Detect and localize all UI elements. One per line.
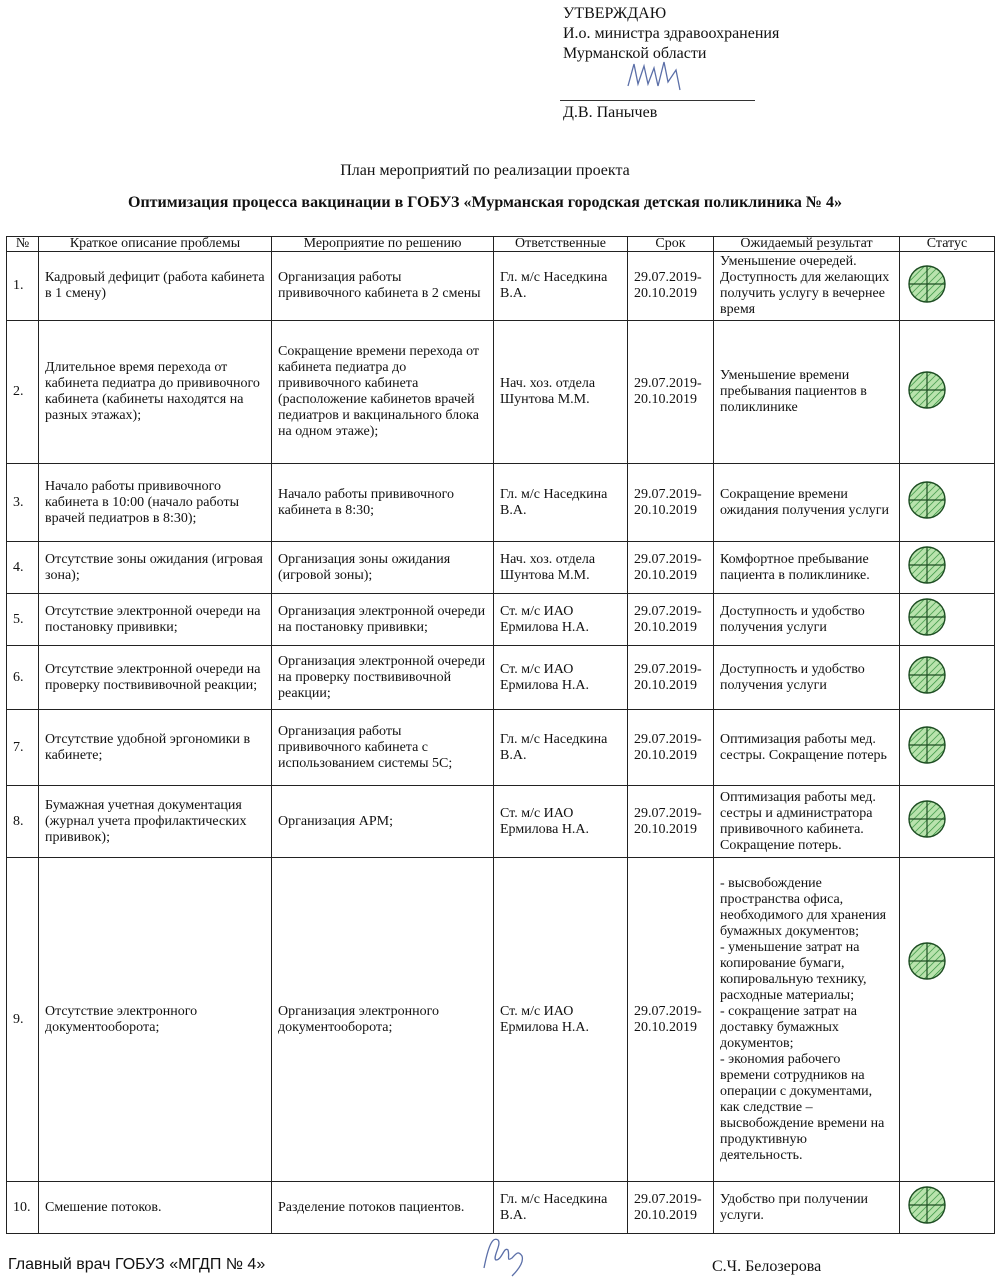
- result-item: - экономия рабочего времени сотрудников на операции с документами, как следствие – высвобождение времени на продуктивную деятельность.: [720, 1051, 885, 1163]
- row-number: 8.: [7, 786, 39, 858]
- row-status: [900, 786, 995, 858]
- status-complete-icon: [906, 479, 948, 526]
- row-measure: Начало работы прививочного кабинета в 8:30;: [272, 464, 494, 542]
- status-complete-icon: [906, 654, 948, 701]
- row-term: 29.07.2019-20.10.2019: [628, 786, 714, 858]
- row-result: Удобство при получении услуги.: [714, 1182, 900, 1234]
- row-responsible: Нач. хоз. отдела Шунтова М.М.: [494, 321, 628, 464]
- row-result: Уменьшение времени пребывания пациентов в поликлинике: [714, 321, 900, 464]
- row-result: Доступность и удобство получения услуги: [714, 594, 900, 646]
- project-title: Оптимизация процесса вакцинации в ГОБУЗ «Мурманская городская детская поликлиника № 4»: [128, 194, 842, 211]
- header-result: Ожидаемый результат: [714, 237, 900, 252]
- signature-line: [560, 100, 755, 101]
- row-measure: Организация электронной очереди на проверку поствививочной реакции;: [272, 646, 494, 710]
- row-measure: Организация электронной очереди на постановку прививки;: [272, 594, 494, 646]
- row-number: 5.: [7, 594, 39, 646]
- table-row: [7, 858, 995, 1182]
- row-problem: Кадровый дефицит (работа кабинета в 1 смену): [39, 252, 272, 321]
- table-row: [7, 252, 995, 321]
- row-measure: Организация электронного документооборота;: [272, 858, 494, 1182]
- row-measure: Сокращение времени перехода от кабинета педиатра до прививочного кабинета (расположение кабинетов врачей педиатров и вакцинального блока на одном этаже);: [272, 321, 494, 464]
- row-problem: Отсутствие электронной очереди на проверку поствививочной реакции;: [39, 646, 272, 710]
- row-responsible: Ст. м/с ИАО Ермилова Н.А.: [494, 594, 628, 646]
- row-term: 29.07.2019-20.10.2019: [628, 321, 714, 464]
- row-number: 1.: [7, 252, 39, 321]
- row-number: 4.: [7, 542, 39, 594]
- chief-doctor-signature-icon: [478, 1228, 538, 1280]
- row-responsible: Нач. хоз. отдела Шунтова М.М.: [494, 542, 628, 594]
- row-term: 29.07.2019-20.10.2019: [628, 710, 714, 786]
- row-measure: Организация работы прививочного кабинета в 2 смены: [272, 252, 494, 321]
- row-status: [900, 321, 995, 464]
- row-result: Сокращение времени ожидания получения услуги: [714, 464, 900, 542]
- status-complete-icon: [906, 798, 948, 845]
- row-responsible: Гл. м/с Наседкина В.А.: [494, 464, 628, 542]
- row-result: Доступность и удобство получения услуги: [714, 646, 900, 710]
- row-measure: Организация работы прививочного кабинета с использованием системы 5С;: [272, 710, 494, 786]
- table-row: [7, 321, 995, 464]
- approver-name: Д.В. Панычев: [563, 104, 658, 121]
- table-row: [7, 594, 995, 646]
- status-complete-icon: [906, 263, 948, 310]
- header-term: Срок: [628, 237, 714, 252]
- row-status: [900, 252, 995, 321]
- row-term: 29.07.2019-20.10.2019: [628, 646, 714, 710]
- table-row: [7, 1182, 995, 1234]
- row-result: Комфортное пребывание пациента в поликлинике.: [714, 542, 900, 594]
- row-term: 29.07.2019-20.10.2019: [628, 464, 714, 542]
- row-problem: Длительное время перехода от кабинета педиатра до прививочного кабинета (кабинеты находятся на разных этажах);: [39, 321, 272, 464]
- row-status: [900, 464, 995, 542]
- row-status: [900, 594, 995, 646]
- status-complete-icon: [906, 1184, 948, 1231]
- row-measure: Организация АРМ;: [272, 786, 494, 858]
- approval-block: [563, 4, 779, 64]
- row-problem: Бумажная учетная документация (журнал учета профилактических прививок);: [39, 786, 272, 858]
- status-complete-icon: [906, 544, 948, 591]
- status-complete-icon: [906, 369, 948, 416]
- result-item: - уменьшение затрат на копирование бумаги, копировальную технику, расходные материалы;: [720, 939, 867, 1003]
- row-term: 29.07.2019-20.10.2019: [628, 252, 714, 321]
- table-row: [7, 542, 995, 594]
- row-responsible: Ст. м/с ИАО Ермилова Н.А.: [494, 786, 628, 858]
- approval-position: И.о. министра здравоохранения: [563, 25, 780, 42]
- row-number: 10.: [7, 1182, 39, 1234]
- row-number: 3.: [7, 464, 39, 542]
- row-status: [900, 858, 995, 1182]
- row-term: 29.07.2019-20.10.2019: [628, 594, 714, 646]
- row-status: [900, 542, 995, 594]
- row-result: Оптимизация работы мед. сестры. Сокращение потерь: [714, 710, 900, 786]
- header-status: Статус: [900, 237, 995, 252]
- row-problem: Отсутствие электронной очереди на постановку прививки;: [39, 594, 272, 646]
- row-result: [714, 858, 900, 1182]
- row-result: Уменьшение очередей. Доступность для желающих получить услугу в вечернее время: [714, 252, 900, 321]
- row-measure: Разделение потоков пациентов.: [272, 1182, 494, 1234]
- row-term: 29.07.2019-20.10.2019: [628, 542, 714, 594]
- approver-signature-icon: [620, 56, 690, 96]
- row-result: Оптимизация работы мед. сестры и администратора прививочного кабинета. Сокращение потерь.: [714, 786, 900, 858]
- row-problem: Отсутствие зоны ожидания (игровая зона);: [39, 542, 272, 594]
- plan-title: План мероприятий по реализации проекта: [340, 162, 630, 179]
- row-number: 6.: [7, 646, 39, 710]
- header-number: №: [7, 237, 39, 252]
- row-term: 29.07.2019-20.10.2019: [628, 1182, 714, 1234]
- row-measure: Организация зоны ожидания (игровой зоны);: [272, 542, 494, 594]
- row-problem: Отсутствие электронного документооборота;: [39, 858, 272, 1182]
- row-responsible: Гл. м/с Наседкина В.А.: [494, 710, 628, 786]
- footer-chief-doctor: Главный врач ГОБУЗ «МГДП № 4»: [8, 1256, 266, 1273]
- row-status: [900, 710, 995, 786]
- row-problem: Отсутствие удобной эргономики в кабинете;: [39, 710, 272, 786]
- approval-position-region: Мурманской области: [563, 45, 707, 62]
- footer-signatory-name: С.Ч. Белозерова: [712, 1258, 822, 1275]
- table-row: [7, 646, 995, 710]
- row-number: 9.: [7, 858, 39, 1182]
- row-responsible: Ст. м/с ИАО Ермилова Н.А.: [494, 646, 628, 710]
- row-number: 7.: [7, 710, 39, 786]
- row-responsible: Ст. м/с ИАО Ермилова Н.А.: [494, 858, 628, 1182]
- header-problem: Краткое описание проблемы: [39, 237, 272, 252]
- row-problem: Начало работы прививочного кабинета в 10:00 (начало работы врачей педиатров в 8:30);: [39, 464, 272, 542]
- plan-table: [6, 236, 995, 1234]
- header-measure: Мероприятие по решению: [272, 237, 494, 252]
- approval-heading: УТВЕРЖДАЮ: [563, 5, 667, 22]
- table-header-row: [7, 237, 995, 252]
- status-complete-icon: [906, 724, 948, 771]
- status-complete-icon: [906, 596, 948, 643]
- table-row: [7, 786, 995, 858]
- result-item: - сокращение затрат на доставку бумажных документов;: [720, 1003, 857, 1051]
- row-responsible: Гл. м/с Наседкина В.А.: [494, 1182, 628, 1234]
- result-item: - высвобождение пространства офиса, необходимого для хранения бумажных документов;: [720, 875, 887, 939]
- header-responsible: Ответственные: [494, 237, 628, 252]
- row-problem: Смешение потоков.: [39, 1182, 272, 1234]
- table-row: [7, 464, 995, 542]
- table-row: [7, 710, 995, 786]
- row-term: 29.07.2019-20.10.2019: [628, 858, 714, 1182]
- row-status: [900, 1182, 995, 1234]
- row-number: 2.: [7, 321, 39, 464]
- status-complete-icon: [906, 940, 948, 987]
- row-status: [900, 646, 995, 710]
- row-responsible: Гл. м/с Наседкина В.А.: [494, 252, 628, 321]
